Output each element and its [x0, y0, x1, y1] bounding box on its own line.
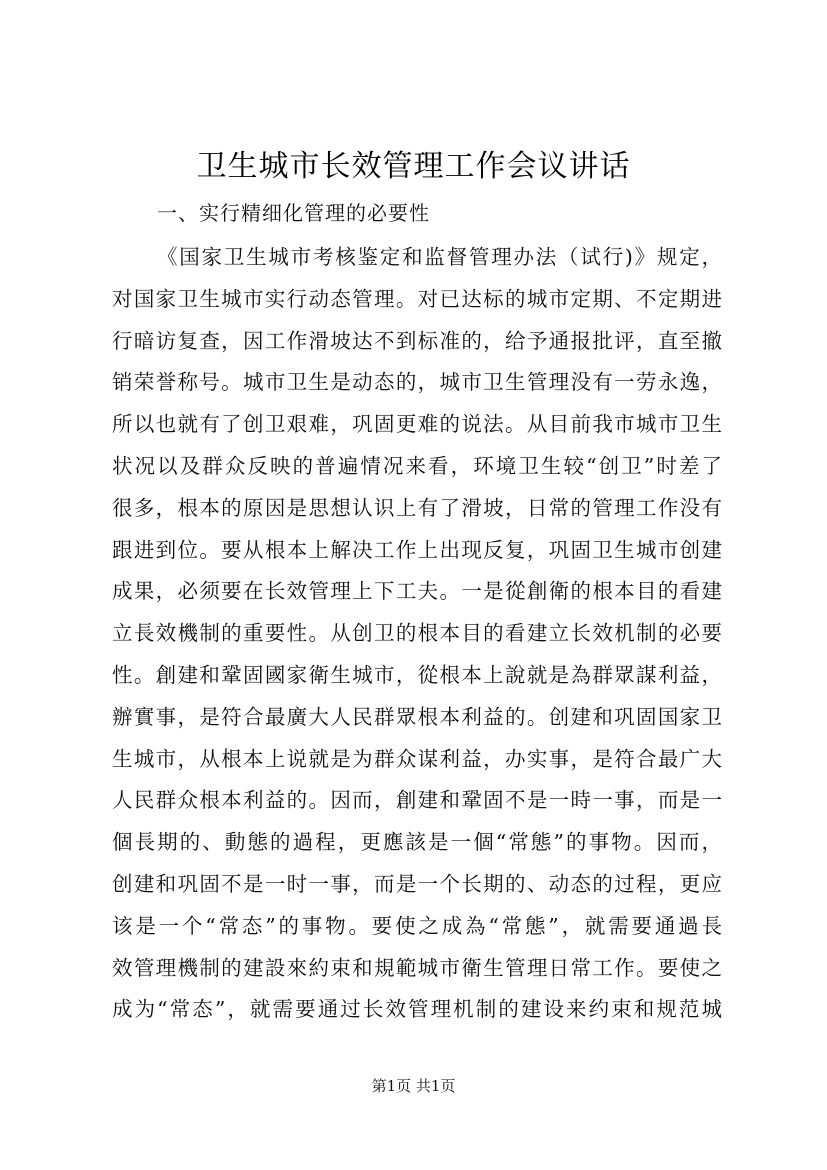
body-line: 生城市，从根本上说就是为群众谋利益，办实事，是符合最广大: [112, 746, 722, 771]
body-line: 效管理機制的建設來約束和規範城市衛生管理日常工作。要使之: [112, 955, 722, 980]
body-line: 状况以及群众反映的普遍情况来看，环境卫生较“创卫”时差了: [112, 453, 722, 478]
body-line: 很多，根本的原因是思想认识上有了滑坡，日常的管理工作没有: [112, 495, 722, 520]
body-line: 创建和巩固不是一时一事，而是一个长期的、动态的过程，更应: [112, 871, 722, 896]
body-line: 所以也就有了创卫艰难，巩固更难的说法。从目前我市城市卫生: [112, 412, 722, 437]
body-line: 跟进到位。要从根本上解决工作上出现反复，巩固卫生城市创建: [112, 537, 722, 562]
body-line: 人民群众根本利益的。因而，創建和鞏固不是一時一事，而是一: [112, 788, 722, 813]
body-line: 行暗访复查，因工作滑坡达不到标准的，给予通报批评，直至撤: [112, 328, 722, 353]
body-line: 对国家卫生城市实行动态管理。对已达标的城市定期、不定期进: [112, 286, 722, 311]
body-line: 该是一个“常态”的事物。要使之成為“常態”，就需要通過長: [112, 913, 722, 938]
body-line: 成果，必须要在长效管理上下工夫。一是從創衛的根本目的看建: [112, 579, 722, 604]
body-line: 個長期的、動態的過程，更應該是一個“常態”的事物。因而，: [112, 830, 722, 855]
body-line: 《国家卫生城市考核鉴定和监督管理办法（试行)》规定，: [157, 245, 722, 269]
body-line: 立長效機制的重要性。从创卫的根本目的看建立长效机制的必要: [112, 621, 722, 646]
body-line: 销荣誉称号。城市卫生是动态的，城市卫生管理没有一劳永逸，: [112, 370, 722, 395]
body-line: 成为“常态”，就需要通过长效管理机制的建设来约束和规范城: [112, 997, 722, 1022]
document-title: 卫生城市长效管理工作会议讲话: [196, 149, 631, 184]
section-heading: 一、实行精细化管理的必要性: [157, 201, 430, 225]
body-line: 性。創建和鞏固國家衛生城市，從根本上說就是為群眾謀利益，: [112, 662, 722, 687]
body-line: 辦實事，是符合最廣大人民群眾根本利益的。创建和巩固国家卫: [112, 704, 722, 729]
page-footer: 第1页 共1页: [371, 1077, 456, 1095]
body-text: [112, 237, 722, 1031]
